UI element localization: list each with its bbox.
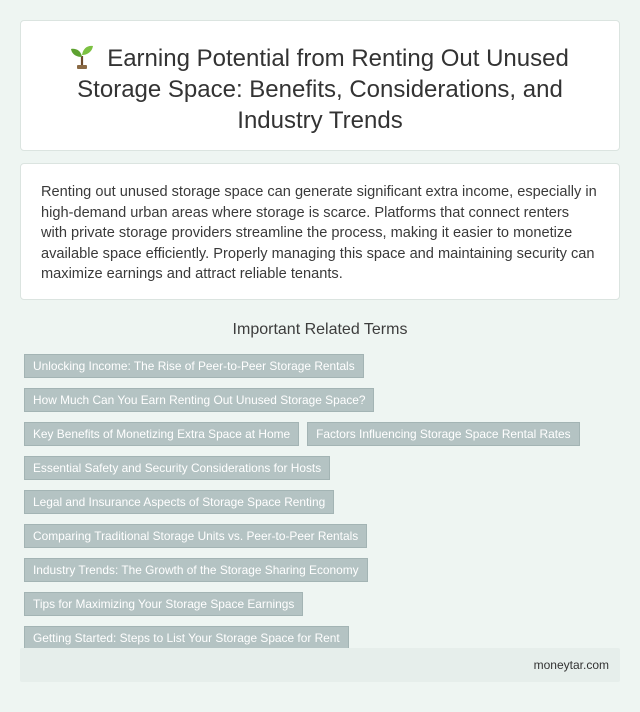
related-term-tag[interactable]: Industry Trends: The Growth of the Storage Sharing Economy <box>24 558 368 582</box>
title-text: Earning Potential from Renting Out Unused Storage Space: Benefits, Considerations, and Industry Trends <box>77 45 569 134</box>
title-card <box>20 20 620 151</box>
sprout-icon <box>71 45 93 69</box>
description-text: Renting out unused storage space can generate significant extra income, especially in high-demand urban areas where storage is scarce. Platforms that connect renters with private storage providers streamline the process, making it easier to monetize available space efficiently. Properly managing this space and maintaining security can maximize earnings and attract reliable tenants. <box>41 184 597 282</box>
related-term-tag[interactable]: Unlocking Income: The Rise of Peer-to-Peer Storage Rentals <box>24 354 364 378</box>
related-term-tag[interactable]: Factors Influencing Storage Space Rental Rates <box>307 422 579 446</box>
related-terms-heading: Important Related Terms <box>232 321 408 338</box>
related-term-tag[interactable]: Getting Started: Steps to List Your Storage Space for Rent <box>24 626 349 650</box>
related-terms-list <box>24 354 624 650</box>
related-term-tag[interactable]: How Much Can You Earn Renting Out Unused Storage Space? <box>24 388 374 412</box>
footer <box>20 648 620 682</box>
related-term-tag[interactable]: Tips for Maximizing Your Storage Space Earnings <box>24 592 303 616</box>
description-card <box>20 163 620 300</box>
related-term-tag[interactable]: Comparing Traditional Storage Units vs. Peer-to-Peer Rentals <box>24 524 367 548</box>
related-term-tag[interactable]: Legal and Insurance Aspects of Storage Space Renting <box>24 490 334 514</box>
related-term-tag[interactable]: Key Benefits of Monetizing Extra Space at Home <box>24 422 299 446</box>
related-term-tag[interactable]: Essential Safety and Security Considerations for Hosts <box>24 456 330 480</box>
page-title <box>51 43 589 136</box>
footer-site-link[interactable]: moneytar.com <box>533 658 609 672</box>
